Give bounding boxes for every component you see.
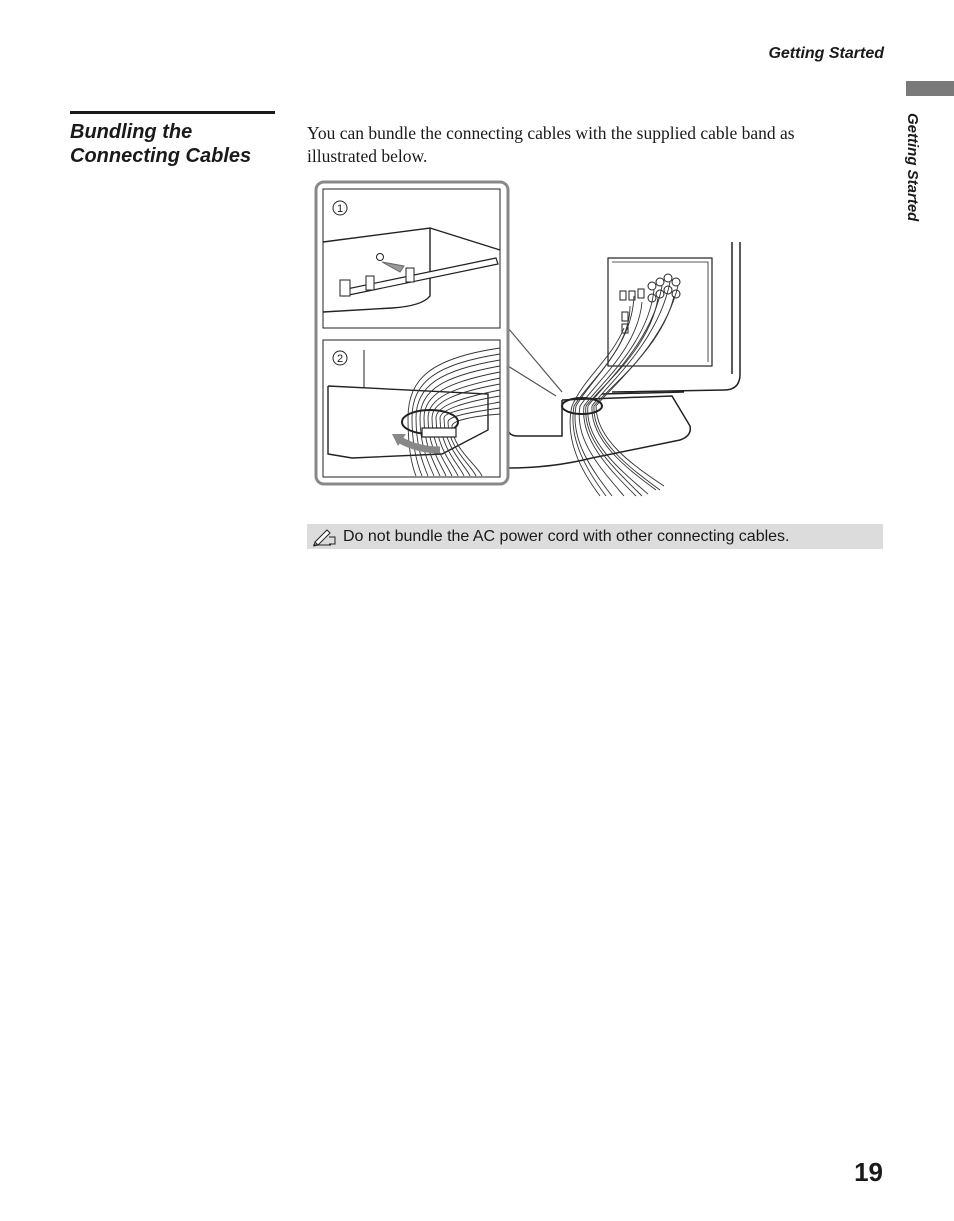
section-title [70, 120, 285, 168]
step2-panel [323, 340, 500, 477]
running-header: Getting Started [768, 45, 884, 62]
step2-number: 2 [336, 353, 344, 365]
pencil-note-icon [311, 527, 337, 547]
page-number: 19 [854, 1157, 883, 1187]
section-rule [70, 111, 275, 114]
note-box [307, 524, 883, 549]
side-tab-label: Getting Started [904, 113, 921, 222]
step1-panel [323, 189, 500, 328]
body-paragraph: You can bundle the connecting cables with the supplied cable band as illustrated below. [307, 123, 795, 166]
tv-rear-drawing [508, 242, 740, 468]
side-tab-marker [906, 81, 954, 96]
cable-bundling-illustration [312, 178, 762, 498]
section-title-line1: Bundling the [70, 121, 193, 143]
step1-number: 1 [336, 203, 344, 215]
section-title-line2: Connecting Cables [70, 145, 252, 167]
note-text: Do not bundle the AC power cord with other connecting cables. [343, 527, 790, 545]
callout-lines [508, 328, 562, 396]
